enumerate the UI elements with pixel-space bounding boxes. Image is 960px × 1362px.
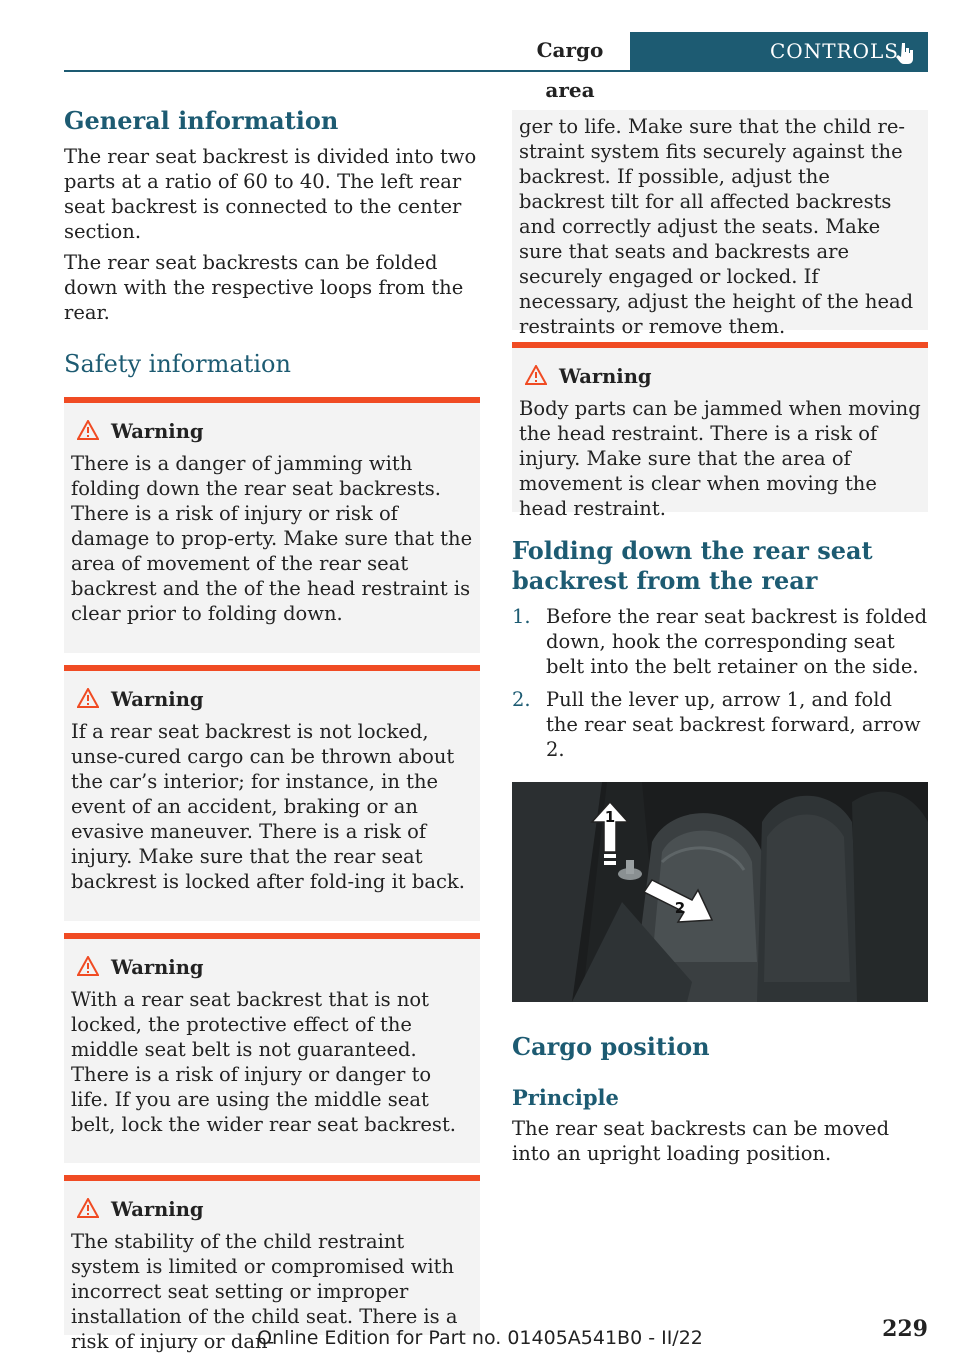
- warning-box-3: [64, 933, 480, 1163]
- warning-text-5: Body parts can be jammed when moving the head restraint. There is a risk of injury. Make sure that the area of movement is clear when moving the head restraint.: [519, 397, 921, 520]
- warning-text-2: If a rear seat backrest is not locked, unse-cured cargo can be thrown about the car’s interior; for instance, in the event of an accident, braking or an evasive maneuver. There is a risk of injury. Make sure that the rear seat backrest is locked after fold-ing it back.: [71, 720, 465, 893]
- general-paragraph-1: The rear seat backrest is divided into two parts at a ratio of 60 to 40. The left rear seat backrest is connected to the center section.: [64, 145, 477, 243]
- warning-triangle-icon: [77, 1198, 99, 1225]
- arrow-1-label: 1: [604, 808, 616, 826]
- warning-triangle-icon: [77, 420, 99, 447]
- warning-box-5: [512, 342, 928, 520]
- warning-text-1: There is a danger of jamming with folding down the rear seat backrests. There is a risk of injury or risk of damage to prop-erty. Make sure that the area of movement of the rear seat backrest and the of the head restraint is clear prior to folding down.: [71, 452, 473, 625]
- principle-subheading: Principle: [512, 1085, 619, 1110]
- rear-seat-figure: [512, 782, 928, 1002]
- cargo-position-heading: Cargo position: [512, 1032, 710, 1061]
- cargo-principle-text: The rear seat backrests can be moved into an upright loading position.: [512, 1117, 890, 1165]
- general-paragraph-2: The rear seat backrests can be folded down with the respective loops from the rear.: [64, 251, 464, 324]
- warning-text-3: With a rear seat backrest that is not locked, the protective effect of the middle seat belt is not guaranteed. There is a risk of injury or danger to life. If you are using the middle seat belt, lock the wider rear seat backrest.: [71, 988, 456, 1136]
- safety-information-heading: Safety information: [64, 350, 291, 378]
- warning-continuation-text: ger to life. Make sure that the child re-straint system fits securely against the backrest. If possible, adjust the backrest tilt for all affected backrests and correctly adjust the seats. Make sure that seats and backrests are securely engaged or locked. If necessary, adjust the height of the head restraints or remove them.: [519, 115, 914, 338]
- header-section-title: Cargo area: [536, 38, 604, 102]
- folding-heading: Folding down the rear seat backrest from the rear: [512, 536, 873, 595]
- warning-title-5: Warning: [519, 364, 921, 392]
- folding-steps-list: [512, 604, 928, 762]
- warning-triangle-icon: [77, 688, 99, 715]
- list-item: 1. Before the rear seat backrest is folded down, hook the corresponding seat belt into the belt retainer on the side.: [512, 605, 928, 678]
- warning-title-1: Warning: [71, 419, 473, 447]
- general-information-heading: General information: [64, 106, 339, 135]
- warning-box-1: [64, 397, 480, 653]
- warning-title-2: Warning: [71, 687, 473, 715]
- warning-triangle-icon: [525, 365, 547, 392]
- header-chapter-tab: [630, 32, 928, 70]
- warning-title-3: Warning: [71, 955, 473, 983]
- warning-text-4: The stability of the child restraint system is limited or compromised with incorrect seat setting or improper installation of the child seat. There is a risk of injury or dan-: [71, 1230, 458, 1353]
- header-chapter-label: CONTROLS: [770, 39, 899, 63]
- arrow-2-label: 2: [674, 899, 686, 917]
- warning-triangle-icon: [77, 956, 99, 983]
- right-column: [512, 110, 928, 1166]
- warning-title-4: Warning: [71, 1197, 473, 1225]
- warning-continuation-box: [512, 110, 928, 338]
- page-number: 229: [882, 1316, 928, 1342]
- warning-box-2: [64, 665, 480, 921]
- header-rule: [64, 70, 928, 72]
- list-item: 2. Pull the lever up, arrow 1, and fold the rear seat backrest forward, arrow 2.: [512, 688, 921, 761]
- footer-edition: Online Edition for Part no. 01405A541B0 - II/22: [257, 1327, 703, 1349]
